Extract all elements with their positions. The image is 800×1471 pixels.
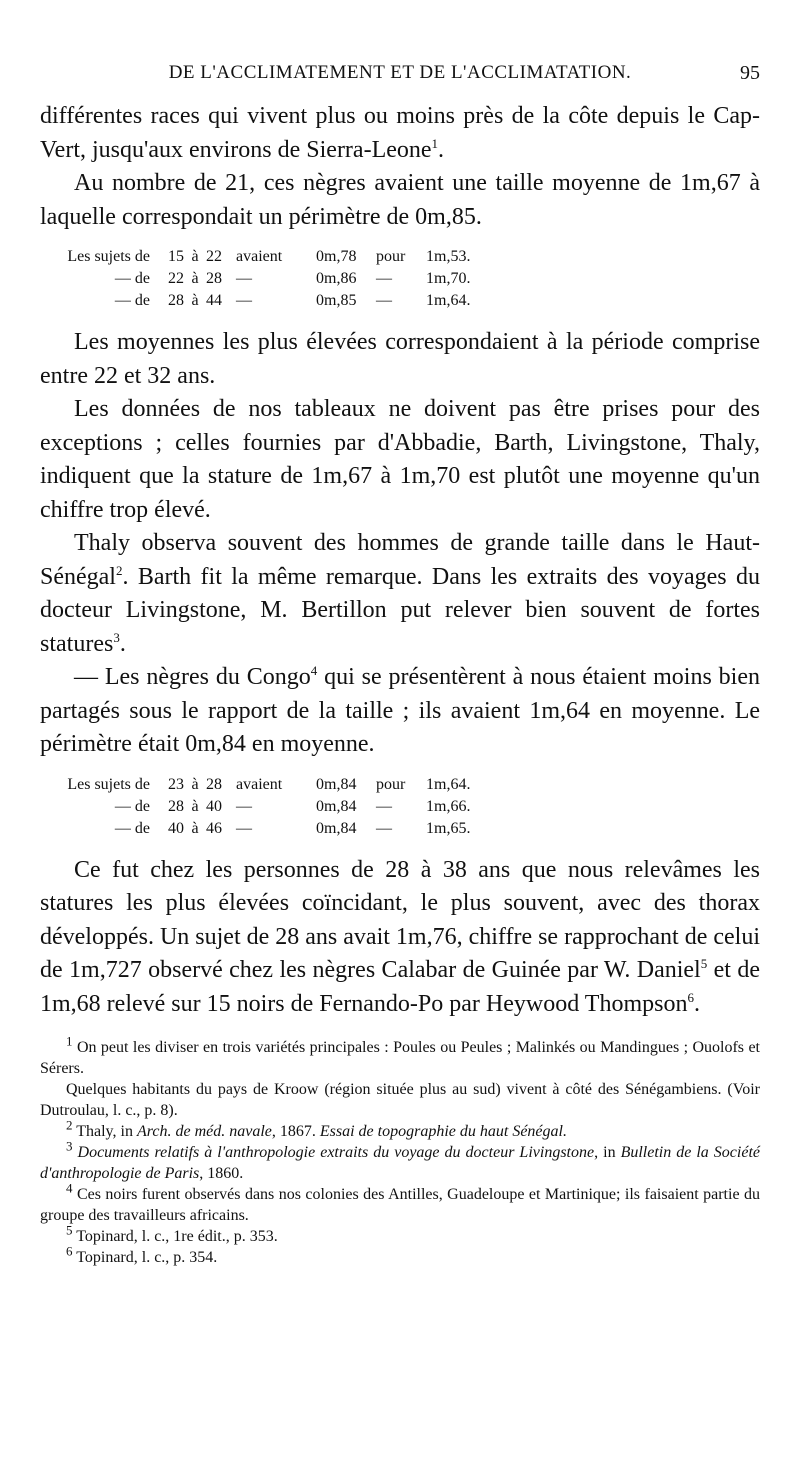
page-number: 95 <box>740 62 760 84</box>
footnote-4-text: Ces noirs furent observés dans nos colonies des Antilles, Guadeloupe et Martinique; ils faisaient partie du groupe des travailleurs africains. <box>40 1186 761 1224</box>
footnote-2 <box>40 1117 760 1142</box>
table-2-cell-a: à <box>191 819 199 837</box>
footnote-2-journal: Arch. de méd. navale <box>136 1123 272 1140</box>
paragraph-7-text-c: . <box>693 990 700 1017</box>
running-head: DE L'ACCLIMATEMENT ET DE L'ACCLIMATATION. <box>168 62 632 83</box>
table-2-cell-from: 23 <box>168 775 184 793</box>
paragraph-5-text-a: Thaly observa souvent des hommes de grande taille dans le Haut-Sénégal <box>40 530 760 590</box>
table-1-cell-from: 15 <box>168 248 184 265</box>
footnote-3-journal: Bulletin de la Société d'anthropologie de Paris <box>40 1144 761 1182</box>
table-2-cell-taille: 1m,65. <box>426 819 471 837</box>
table-1-cell-prefix: Les sujets de <box>67 248 150 265</box>
footnote-1 <box>40 1033 761 1079</box>
paragraph-7-text-a: Ce fut chez les personnes de 28 à 38 ans que nous relevâmes les statures les plus élevées coïncidant, le plus souvent, avec des thorax développés. Un sujet de 28 ans avait 1m,76, chiffre se rapprochant de celui de 1m,727 observé chez les nègres Calabar de Guinée par W. Daniel <box>40 856 760 983</box>
footnote-6-marker: 6 <box>66 1243 73 1259</box>
table-1-cell-from: 22 <box>168 270 184 287</box>
table-2-cell-pour: — <box>376 797 392 815</box>
table-1-cell-taille: 1m,70. <box>426 270 471 287</box>
footnote-1-continued: Quelques habitants du pays de Kroow (région située plus au sud) vivent à côté des Sénégambiens. (Voir Dutroulau, l. c., p. 8). <box>40 1081 760 1119</box>
table-1-cell-to: 44 <box>206 292 222 309</box>
table-2-cell-perimetre: 0m,84 <box>316 819 357 837</box>
paragraph-7 <box>40 854 760 1022</box>
table-2-cell-perimetre: 0m,84 <box>316 775 357 793</box>
table-1-row <box>40 290 760 312</box>
paragraph-4: Les données de nos tableaux ne doivent pas être prises pour des exceptions ; celles fournies par d'Abbadie, Barth, Livingstone, Thaly, indiquent que la stature de 1m,67 à 1m,70 est plutôt une moyenne qu'un chiffre trop élevé. <box>40 396 760 523</box>
footnote-4 <box>40 1180 761 1226</box>
footnote-5 <box>40 1222 760 1247</box>
table-1-cell-pour: — <box>376 270 392 287</box>
table-2-row <box>40 774 760 796</box>
table-2-row <box>40 818 760 840</box>
table-2-cell-prefix: — de <box>114 819 150 837</box>
table-2-cell-taille: 1m,66. <box>426 797 471 815</box>
table-1-cell-to: 28 <box>206 270 222 287</box>
table-1-cell-a: à <box>191 248 199 265</box>
paragraph-3: Les moyennes les plus élevées correspondaient à la période comprise entre 22 et 32 ans. <box>40 329 760 389</box>
footnote-ref-3: 3 <box>113 629 120 645</box>
footnote-6-text: Topinard, l. c., p. 354. <box>76 1249 218 1266</box>
footnote-ref-6: 6 <box>687 989 694 1005</box>
footnote-5-marker: 5 <box>66 1222 73 1238</box>
measurement-table-2 <box>40 774 760 840</box>
page-body <box>40 100 760 1268</box>
table-2-row <box>40 796 760 818</box>
table-2-cell-from: 40 <box>168 819 184 837</box>
footnote-2-year: , 1867. <box>271 1123 320 1140</box>
footnote-ref-1: 1 <box>431 135 439 151</box>
table-1-cell-from: 28 <box>168 292 184 309</box>
table-2-cell-taille: 1m,64. <box>426 775 471 793</box>
table-2-cell-a: à <box>191 775 199 793</box>
footnote-3 <box>40 1138 761 1184</box>
table-2-cell-to: 28 <box>206 775 222 793</box>
footnote-ref-4: 4 <box>310 663 318 678</box>
table-1-row <box>40 246 760 268</box>
footnote-3-marker: 3 <box>66 1138 73 1154</box>
table-1-cell-verb: avaient <box>236 248 283 265</box>
table-1-cell-perimetre: 0m,86 <box>316 270 357 287</box>
footnote-ref-5: 5 <box>700 956 708 971</box>
table-1-cell-verb: — <box>236 292 252 309</box>
paragraph-1: différentes races qui vivent plus ou moins près de la côte depuis le Cap-Vert, jusqu'aux environs de Sierra-Leone$^1$. <box>40 103 760 163</box>
footnotes <box>40 1033 761 1268</box>
footnote-2-marker: 2 <box>66 1117 73 1133</box>
table-2-cell-prefix: Les sujets de <box>67 775 150 793</box>
footnote-6 <box>40 1243 760 1268</box>
page-header <box>40 62 760 92</box>
table-1-cell-verb: — <box>236 270 252 287</box>
table-1-row <box>40 268 760 290</box>
footnote-1-marker: 1 <box>66 1033 73 1049</box>
table-2-cell-a: à <box>191 797 199 815</box>
paragraph-6-text-b: qui se présentèrent à nous étaient moins bien partagés sous le rapport de la taille ; ils avaient 1m,64 en moyenne. Le périmètre était 0m,84 en moyenne. <box>40 664 760 757</box>
paragraph-1-text: différentes races qui vivent plus ou moins près de la côte depuis le Cap-Vert, jusqu'aux environs de Sierra-Leone <box>40 103 760 163</box>
table-1-cell-prefix: — de <box>114 270 150 287</box>
table-2-cell-prefix: — de <box>114 797 150 815</box>
table-1-cell-taille: 1m,53. <box>426 248 471 265</box>
table-2-cell-from: 28 <box>168 797 184 815</box>
paragraph-2: Au nombre de 21, ces nègres avaient une taille moyenne de 1m,67 à laquelle correspondait un périmètre de 0m,85. <box>40 170 760 230</box>
table-2-cell-verb: avaient <box>236 775 283 793</box>
table-2-cell-perimetre: 0m,84 <box>316 797 357 815</box>
table-2-cell-pour: pour <box>376 775 406 793</box>
table-1-cell-prefix: — de <box>114 292 150 309</box>
paragraph-6-text-a: — Les nègres du Congo <box>74 664 311 690</box>
table-2-cell-pour: — <box>376 819 392 837</box>
table-2-cell-to: 46 <box>206 819 222 837</box>
footnote-3-year: , 1860. <box>199 1165 244 1182</box>
footnote-2-author: Thaly, in <box>76 1123 137 1140</box>
footnote-3-title: Documents relatifs à l'anthropologie extraits du voyage du docteur Livingstone <box>77 1144 595 1161</box>
table-1-cell-perimetre: 0m,85 <box>316 292 357 309</box>
table-1-cell-taille: 1m,64. <box>426 292 471 309</box>
table-1-cell-pour: pour <box>376 248 406 265</box>
table-2-cell-verb: — <box>236 797 252 815</box>
footnote-1-text: On peut les diviser en trois variétés principales : Poules ou Peules ; Malinkés ou Mandingues ; Ouolofs et Sérers. <box>40 1039 761 1077</box>
paragraph-5: Thaly observa souvent des hommes de grande taille dans le Haut-Sénégal$^2$. Barth fit la même remarque. Dans les extraits des voyages du docteur Livingstone, M. Bertillon put relever bien souvent de fortes statures$^3$. <box>40 530 760 657</box>
footnote-4-marker: 4 <box>66 1180 73 1196</box>
table-1-cell-a: à <box>191 292 199 309</box>
footnote-3-in: , in <box>594 1144 621 1161</box>
table-2-cell-to: 40 <box>206 797 222 815</box>
table-1-cell-to: 22 <box>206 248 222 265</box>
paragraph-7-text-b: et de 1m,68 relevé sur 15 noirs de Fernando-Po par Heywood Thompson <box>40 957 760 1017</box>
footnote-2-title: Essai de topographie du haut Sénégal. <box>319 1123 567 1140</box>
table-1-cell-perimetre: 0m,78 <box>316 248 357 265</box>
paragraph-6 <box>40 661 760 762</box>
paragraph-5-text-b: . Barth fit la même remarque. Dans les extraits des voyages du docteur Livingstone, M. Bertillon put relever bien souvent de fortes statures <box>40 563 760 657</box>
table-1-cell-pour: — <box>376 292 392 309</box>
measurement-table-1 <box>40 246 760 312</box>
table-1-cell-a: à <box>191 270 199 287</box>
footnote-5-text: Topinard, l. c., 1re édit., p. 353. <box>76 1228 278 1245</box>
footnote-ref-2: 2 <box>115 562 123 578</box>
table-2-cell-verb: — <box>236 819 252 837</box>
